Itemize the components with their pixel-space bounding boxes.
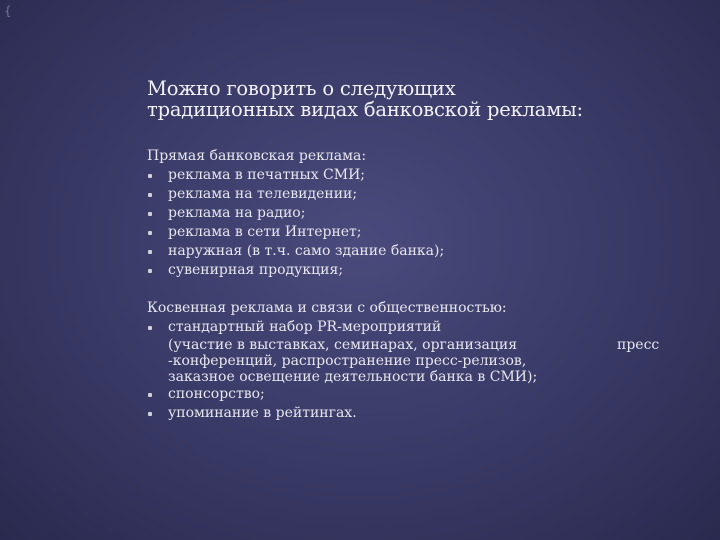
title-line: Можно говорить о следующих (147, 77, 456, 100)
press-word: пресс (617, 337, 660, 353)
list-item: реклама в сети Интернет; (147, 223, 657, 242)
bullet-icon (148, 269, 152, 273)
list-item: реклама на радио; (147, 204, 657, 223)
bullet-icon (148, 174, 152, 178)
corner-brace-icon: { (4, 4, 12, 18)
bullet-icon (148, 212, 152, 216)
list-item: спонсорство; (147, 385, 657, 404)
bullet-icon (148, 231, 152, 235)
slide-title (147, 78, 667, 120)
list-item: реклама в печатных СМИ; (147, 166, 657, 185)
list-item: упоминание в рейтингах. (147, 404, 657, 423)
bullet-icon (148, 193, 152, 197)
section-spacer (147, 280, 657, 299)
title-line: традиционных видах банковской рекламы: (147, 98, 583, 121)
direct-ads-heading: Прямая банковская реклама: (147, 148, 367, 164)
list-item: стандартный набор PR-мероприятий (участие в выставках, семинарах, организация пресс -конференций, распространение пресс-релизов, заказное освещение деятельности банка в СМИ); (147, 318, 657, 385)
list-item: сувенирная продукция; (147, 261, 657, 280)
list-item: наружная (в т.ч. само здание банка); (147, 242, 657, 261)
slide-content (147, 147, 660, 423)
list-item: реклама на телевидении; (147, 185, 657, 204)
bullet-icon (148, 412, 152, 416)
bullet-icon (148, 250, 152, 254)
indirect-ads-list (147, 318, 660, 423)
bullet-icon (148, 393, 152, 397)
bullet-icon (148, 326, 152, 330)
indirect-ads-heading: Косвенная реклама и связи с общественностью: (147, 300, 507, 316)
direct-ads-list (147, 166, 657, 280)
